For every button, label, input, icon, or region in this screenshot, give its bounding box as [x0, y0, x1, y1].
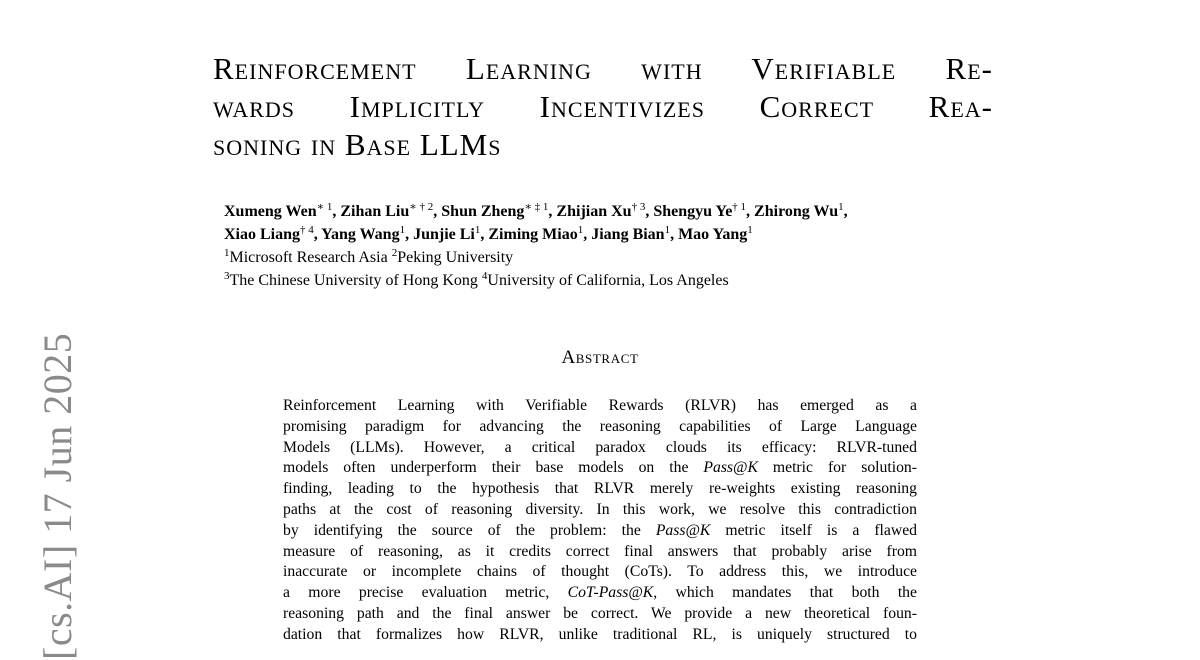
- author-name: Zhijian Xu: [556, 203, 632, 220]
- affiliation-name: University of California, Los Angeles: [487, 272, 729, 289]
- abstract-line: promising paradigm for advancing the reasoning capabilities of Large Language: [283, 417, 917, 435]
- author-name: Shun Zheng: [441, 203, 525, 220]
- abstract-line: reasoning path and the final answer be correct. We provide a new theoretical foun-: [283, 604, 917, 622]
- author-affiliation-marker: ∗ 1: [316, 201, 333, 213]
- author-affiliation-marker: 1: [399, 224, 406, 236]
- author-affiliation-marker: 1: [838, 201, 844, 213]
- author-affiliation-marker: † 3: [631, 201, 646, 213]
- math-term: Pass@K: [703, 459, 758, 477]
- abstract-line: Models (LLMs). However, a critical paradox clouds its efficacy: RLVR-tuned: [283, 438, 917, 456]
- affiliation-marker: 4: [481, 270, 488, 282]
- author-affiliation-marker: ∗ † 2: [409, 201, 434, 213]
- author-name: Jiang Bian: [591, 226, 665, 243]
- affiliation-marker: 2: [391, 247, 398, 259]
- abstract-line: dation that formalizes how RLVR, unlike traditional RL, is uniquely structured to: [283, 625, 917, 643]
- abstract-line: a more precise evaluation metric, CoT-Pass@K, which mandates that both the: [283, 584, 917, 602]
- paper-title: [213, 50, 993, 164]
- arxiv-stamp: [26, 330, 86, 660]
- abstract-line: Reinforcement Learning with Verifiable Rewards (RLVR) has emerged as a: [283, 397, 917, 414]
- title-line: wards Implicitly Incentivizes Correct Rea-: [213, 89, 993, 124]
- abstract-line: finding, leading to the hypothesis that RLVR merely re-weights existing reasoning: [283, 480, 917, 498]
- abstract-body: [283, 396, 917, 646]
- affiliation-name: Peking University: [397, 249, 514, 266]
- abstract-line: paths at the cost of reasoning diversity. In this work, we resolve this contradiction: [283, 500, 917, 518]
- author-affiliation-marker: 1: [664, 224, 671, 236]
- title-line: Reinforcement Learning with Verifiable Re-: [213, 51, 993, 86]
- author-line: Xumeng Wen$^{∗ 1}$, Zihan Liu$^{∗ \dagger 2}$, Shun Zheng$^{∗ \ddagger 1}$, Zhijian Xu$^{\dagger 3}$, Shengyu Ye$^{\dagger 1}$, Zhirong Wu$^1$,: [224, 201, 848, 220]
- affiliation-line: [224, 246, 1004, 269]
- abstract-line: inaccurate or incomplete chains of thought (CoTs). To address this, we introduce: [283, 563, 917, 581]
- abstract-heading: Abstract: [561, 347, 639, 368]
- author-affiliation-marker: 1: [577, 224, 584, 236]
- author-name: Zihan Liu: [340, 203, 410, 220]
- math-term: Pass@K: [655, 521, 711, 539]
- abstract-line: measure of reasoning, as it credits correct final answers that probably arise from: [283, 542, 917, 560]
- author-name: Xumeng Wen: [224, 203, 317, 220]
- author-name: Zhirong Wu: [754, 203, 839, 220]
- affiliation-line: [224, 269, 1004, 292]
- title-line: soning in Base LLMs: [213, 127, 502, 162]
- author-affiliation-marker: ∗ ‡ 1: [524, 201, 549, 213]
- arxiv-stamp-text: [cs.AI] 17 Jun 2025: [35, 332, 80, 660]
- affiliation-name: The Chinese University of Hong Kong: [229, 272, 482, 289]
- author-name: Mao Yang: [678, 226, 748, 243]
- author-block: [224, 200, 1004, 292]
- author-affiliation-marker: † 4: [300, 224, 314, 236]
- author-name: Junjie Li: [413, 226, 475, 243]
- author-affiliation-marker: 1: [474, 224, 481, 236]
- author-affiliation-marker: † 1: [732, 201, 747, 213]
- abstract-line: by identifying the source of the problem: the Pass@K metric itself is a flawed: [283, 521, 917, 539]
- abstract-line: models often underperform their base models on the Pass@K metric for solution-: [283, 459, 917, 477]
- math-term: CoT-Pass@K: [567, 584, 654, 602]
- author-name: Yang Wang: [321, 226, 400, 243]
- author-name: Shengyu Ye: [653, 203, 733, 220]
- affiliation-marker: 3: [224, 270, 230, 282]
- author-affiliation-marker: 1: [747, 224, 753, 236]
- author-name: Ziming Miao: [488, 226, 578, 243]
- affiliation-name: Microsoft Research Asia: [229, 249, 392, 266]
- affiliation-marker: 1: [224, 247, 230, 259]
- author-line: Xiao Liang$^{\dagger 4}$, Yang Wang$^1$, Junjie Li$^1$, Ziming Miao$^1$, Jiang Bian$^1$, Mao Yang$^1$: [224, 224, 753, 243]
- author-name: Xiao Liang: [224, 226, 301, 243]
